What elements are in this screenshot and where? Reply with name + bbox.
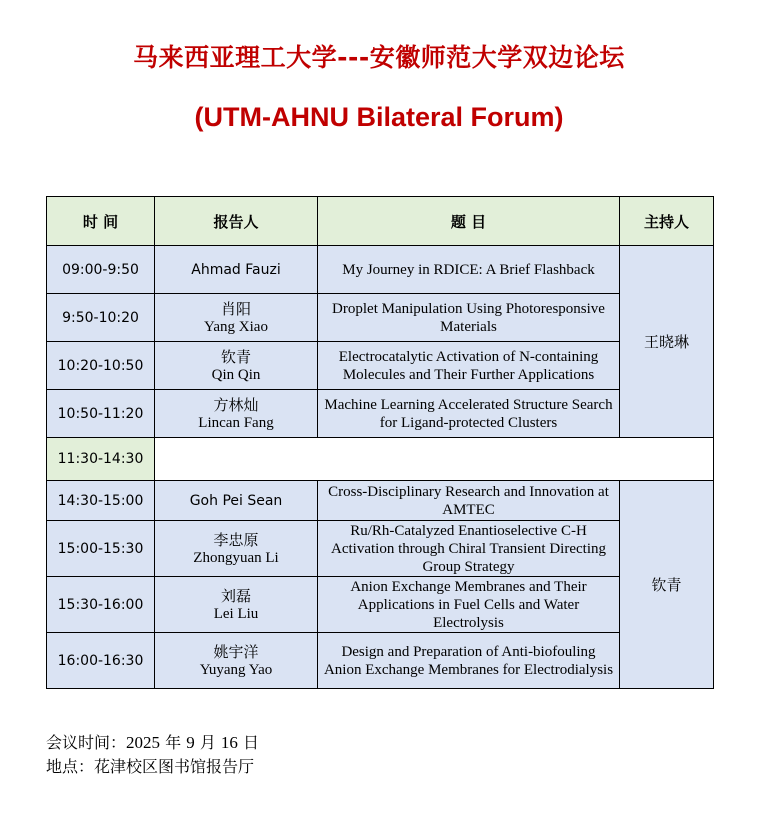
speaker-cell — [155, 577, 318, 633]
time-cell: 09:00-9:50 — [47, 246, 155, 294]
host-cell-morning: 王晓琳 — [620, 246, 714, 438]
speaker-name-en: Ahmad Fauzi — [191, 261, 281, 278]
break-row — [47, 438, 714, 481]
date-label: 会议时间： — [46, 733, 127, 752]
table-row — [47, 390, 714, 438]
location-label: 地点： — [46, 757, 95, 776]
header-time: 时 间 — [47, 197, 155, 246]
schedule-table — [46, 196, 714, 689]
speaker-name-en: Lincan Fang — [198, 414, 274, 431]
header-host: 主持人 — [620, 197, 714, 246]
table-row — [47, 481, 714, 521]
time-cell: 14:30-15:00 — [47, 481, 155, 521]
speaker-name-cn: 肖阳 — [220, 299, 251, 318]
year-char: 年 — [165, 733, 182, 752]
speaker-cell — [155, 246, 318, 294]
meeting-date — [46, 730, 259, 753]
host-cell-afternoon: 钦青 — [620, 481, 714, 689]
speaker-cell — [155, 481, 318, 521]
speaker-name-cn: 李忠原 — [213, 530, 259, 549]
time-cell: 9:50-10:20 — [47, 294, 155, 342]
speaker-name-cn: 钦青 — [220, 347, 251, 366]
speaker-name-en: Qin Qin — [211, 366, 261, 383]
meeting-location — [46, 754, 254, 777]
date-day: 16 — [220, 733, 238, 752]
speaker-name-cn: 刘磊 — [220, 586, 251, 605]
speaker-cell — [155, 390, 318, 438]
time-cell: 16:00-16:30 — [47, 633, 155, 689]
topic-cell: Cross-Disciplinary Research and Innovation at AMTEC — [318, 481, 620, 521]
speaker-cell — [155, 294, 318, 342]
topic-cell: Droplet Manipulation Using Photoresponsive Materials — [318, 294, 620, 342]
table-row — [47, 294, 714, 342]
day-char: 日 — [243, 733, 260, 752]
page-title-cn: 马来西亚理工大学---安徽师范大学双边论坛 — [133, 43, 625, 72]
table-row — [47, 521, 714, 577]
header-speaker: 报告人 — [155, 197, 318, 246]
topic-cell: Ru/Rh-Catalyzed Enantioselective C-H Activation through Chiral Transient Directing Group Strategy — [318, 521, 620, 577]
topic-cell: Machine Learning Accelerated Structure Search for Ligand-protected Clusters — [318, 390, 620, 438]
table-row — [47, 246, 714, 294]
time-cell: 10:20-10:50 — [47, 342, 155, 390]
header-topic: 题 目 — [318, 197, 620, 246]
break-time-cell: 11:30-14:30 — [47, 438, 155, 481]
topic-cell: My Journey in RDICE: A Brief Flashback — [318, 246, 620, 294]
page-title-en: (UTM-AHNU Bilateral Forum) — [194, 102, 564, 132]
speaker-name-cn: 姚宇洋 — [213, 642, 259, 661]
table-row — [47, 342, 714, 390]
speaker-cell — [155, 342, 318, 390]
table-row — [47, 577, 714, 633]
speaker-name-en: Lei Liu — [213, 605, 259, 622]
time-cell: 10:50-11:20 — [47, 390, 155, 438]
time-cell: 15:30-16:00 — [47, 577, 155, 633]
time-cell: 15:00-15:30 — [47, 521, 155, 577]
topic-cell: Design and Preparation of Anti-biofouling Anion Exchange Membranes for Electrodialysis — [318, 633, 620, 689]
header-row — [47, 197, 714, 246]
topic-cell: Electrocatalytic Activation of N-containing Molecules and Their Further Applications — [318, 342, 620, 390]
speaker-cell — [155, 633, 318, 689]
speaker-name-cn: 方林灿 — [213, 395, 259, 414]
table-row — [47, 633, 714, 689]
date-year: 2025 — [126, 733, 161, 752]
speaker-name-en: Yuyang Yao — [199, 661, 273, 678]
speaker-name-en: Yang Xiao — [204, 318, 268, 335]
speaker-name-en: Goh Pei Sean — [189, 492, 283, 509]
topic-cell: Anion Exchange Membranes and Their Applications in Fuel Cells and Water Electrolysis — [318, 577, 620, 633]
month-char: 月 — [199, 733, 216, 752]
speaker-name-en: Zhongyuan Li — [193, 549, 279, 566]
date-month: 9 — [186, 733, 195, 752]
speaker-cell — [155, 521, 318, 577]
break-empty-cell — [155, 438, 714, 481]
location-value: 花津校区图书馆报告厅 — [94, 757, 255, 776]
